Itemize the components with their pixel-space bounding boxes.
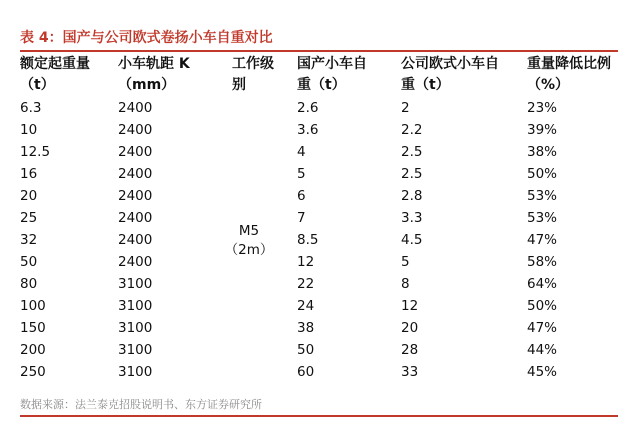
table-title: 表 4：国产与公司欧式卷扬小车自重对比 bbox=[20, 30, 273, 46]
cell-domestic-weight: 7 bbox=[297, 210, 306, 226]
cell-trolley-gauge: 3100 bbox=[118, 342, 153, 358]
table-row bbox=[0, 339, 636, 361]
header-company-weight bbox=[401, 54, 499, 96]
cell-domestic-weight: 22 bbox=[297, 276, 315, 292]
table-row bbox=[0, 251, 636, 273]
table-row bbox=[0, 141, 636, 163]
table-row bbox=[0, 229, 636, 251]
table-row bbox=[0, 163, 636, 185]
cell-trolley-gauge: 2400 bbox=[118, 122, 153, 138]
table-row bbox=[0, 317, 636, 339]
cell-trolley-gauge: 2400 bbox=[118, 166, 153, 182]
table-header bbox=[0, 52, 636, 98]
cell-rated-load: 100 bbox=[20, 298, 46, 314]
cell-domestic-weight: 3.6 bbox=[297, 122, 319, 138]
cell-rated-load: 12.5 bbox=[20, 144, 51, 160]
cell-rated-load: 32 bbox=[20, 232, 38, 248]
header-line: （t） bbox=[20, 77, 55, 93]
cell-company-weight: 8 bbox=[401, 276, 410, 292]
header-line: 重（t） bbox=[401, 77, 450, 93]
cell-weight-reduction: 47% bbox=[527, 232, 558, 248]
cell-trolley-gauge: 3100 bbox=[118, 320, 153, 336]
header-line: 小车轨距 K bbox=[118, 56, 190, 72]
cell-weight-reduction: 64% bbox=[527, 276, 558, 292]
cell-rated-load: 16 bbox=[20, 166, 38, 182]
header-line: （mm） bbox=[118, 77, 176, 93]
work-class-value: M5 bbox=[238, 223, 260, 239]
work-class-lift-height: （2m） bbox=[224, 242, 274, 258]
cell-trolley-gauge: 2400 bbox=[118, 232, 153, 248]
header-trolley-gauge bbox=[118, 54, 190, 96]
table-row bbox=[0, 185, 636, 207]
cell-company-weight: 3.3 bbox=[401, 210, 423, 226]
table-row bbox=[0, 207, 636, 229]
header-line: 工作级 bbox=[232, 56, 274, 72]
cell-weight-reduction: 53% bbox=[527, 210, 558, 226]
cell-domestic-weight: 4 bbox=[297, 144, 306, 160]
cell-trolley-gauge: 3100 bbox=[118, 276, 153, 292]
cell-domestic-weight: 24 bbox=[297, 298, 315, 314]
cell-company-weight: 4.5 bbox=[401, 232, 423, 248]
cell-company-weight: 20 bbox=[401, 320, 419, 336]
table-row bbox=[0, 295, 636, 317]
cell-domestic-weight: 12 bbox=[297, 254, 315, 270]
header-work-class bbox=[232, 54, 274, 96]
table-row bbox=[0, 361, 636, 383]
cell-weight-reduction: 53% bbox=[527, 188, 558, 204]
cell-rated-load: 20 bbox=[20, 188, 38, 204]
table-row bbox=[0, 119, 636, 141]
cell-domestic-weight: 5 bbox=[297, 166, 306, 182]
cell-rated-load: 250 bbox=[20, 364, 46, 380]
cell-company-weight: 28 bbox=[401, 342, 419, 358]
header-line: 公司欧式小车自 bbox=[401, 56, 499, 72]
cell-domestic-weight: 6 bbox=[297, 188, 306, 204]
cell-weight-reduction: 23% bbox=[527, 100, 558, 116]
cell-company-weight: 2 bbox=[401, 100, 410, 116]
header-line: 重（t） bbox=[297, 77, 346, 93]
cell-trolley-gauge: 2400 bbox=[118, 100, 153, 116]
header-line: 别 bbox=[232, 77, 246, 93]
table-row bbox=[0, 97, 636, 119]
cell-weight-reduction: 38% bbox=[527, 144, 558, 160]
header-rated-load bbox=[20, 54, 90, 96]
cell-trolley-gauge: 2400 bbox=[118, 144, 153, 160]
cell-company-weight: 2.5 bbox=[401, 166, 423, 182]
header-line: （%） bbox=[527, 77, 570, 93]
cell-trolley-gauge: 3100 bbox=[118, 364, 153, 380]
cell-trolley-gauge: 2400 bbox=[118, 188, 153, 204]
cell-trolley-gauge: 2400 bbox=[118, 210, 153, 226]
cell-company-weight: 2.5 bbox=[401, 144, 423, 160]
cell-weight-reduction: 39% bbox=[527, 122, 558, 138]
cell-domestic-weight: 60 bbox=[297, 364, 315, 380]
cell-company-weight: 12 bbox=[401, 298, 419, 314]
cell-company-weight: 33 bbox=[401, 364, 419, 380]
cell-domestic-weight: 2.6 bbox=[297, 100, 319, 116]
cell-domestic-weight: 38 bbox=[297, 320, 315, 336]
table-row bbox=[0, 273, 636, 295]
cell-domestic-weight: 8.5 bbox=[297, 232, 319, 248]
cell-company-weight: 2.8 bbox=[401, 188, 423, 204]
cell-rated-load: 50 bbox=[20, 254, 38, 270]
cell-rated-load: 150 bbox=[20, 320, 46, 336]
header-line: 额定起重量 bbox=[20, 56, 90, 72]
cell-company-weight: 2.2 bbox=[401, 122, 423, 138]
cell-trolley-gauge: 2400 bbox=[118, 254, 153, 270]
header-domestic-weight bbox=[297, 54, 367, 96]
cell-rated-load: 200 bbox=[20, 342, 46, 358]
cell-company-weight: 5 bbox=[401, 254, 410, 270]
cell-rated-load: 25 bbox=[20, 210, 38, 226]
cell-weight-reduction: 58% bbox=[527, 254, 558, 270]
source-note: 数据来源：法兰泰克招股说明书、东方证券研究所 bbox=[20, 398, 262, 411]
cell-rated-load: 10 bbox=[20, 122, 38, 138]
cell-weight-reduction: 44% bbox=[527, 342, 558, 358]
bottom-divider bbox=[20, 415, 618, 417]
cell-weight-reduction: 45% bbox=[527, 364, 558, 380]
cell-weight-reduction: 47% bbox=[527, 320, 558, 336]
cell-trolley-gauge: 3100 bbox=[118, 298, 153, 314]
header-line: 国产小车自 bbox=[297, 56, 367, 72]
merged-work-class-cell bbox=[219, 222, 279, 260]
header-line: 重量降低比例 bbox=[527, 56, 611, 72]
cell-rated-load: 80 bbox=[20, 276, 38, 292]
header-weight-reduction bbox=[527, 54, 611, 96]
cell-rated-load: 6.3 bbox=[20, 100, 42, 116]
cell-weight-reduction: 50% bbox=[527, 298, 558, 314]
cell-domestic-weight: 50 bbox=[297, 342, 315, 358]
cell-weight-reduction: 50% bbox=[527, 166, 558, 182]
